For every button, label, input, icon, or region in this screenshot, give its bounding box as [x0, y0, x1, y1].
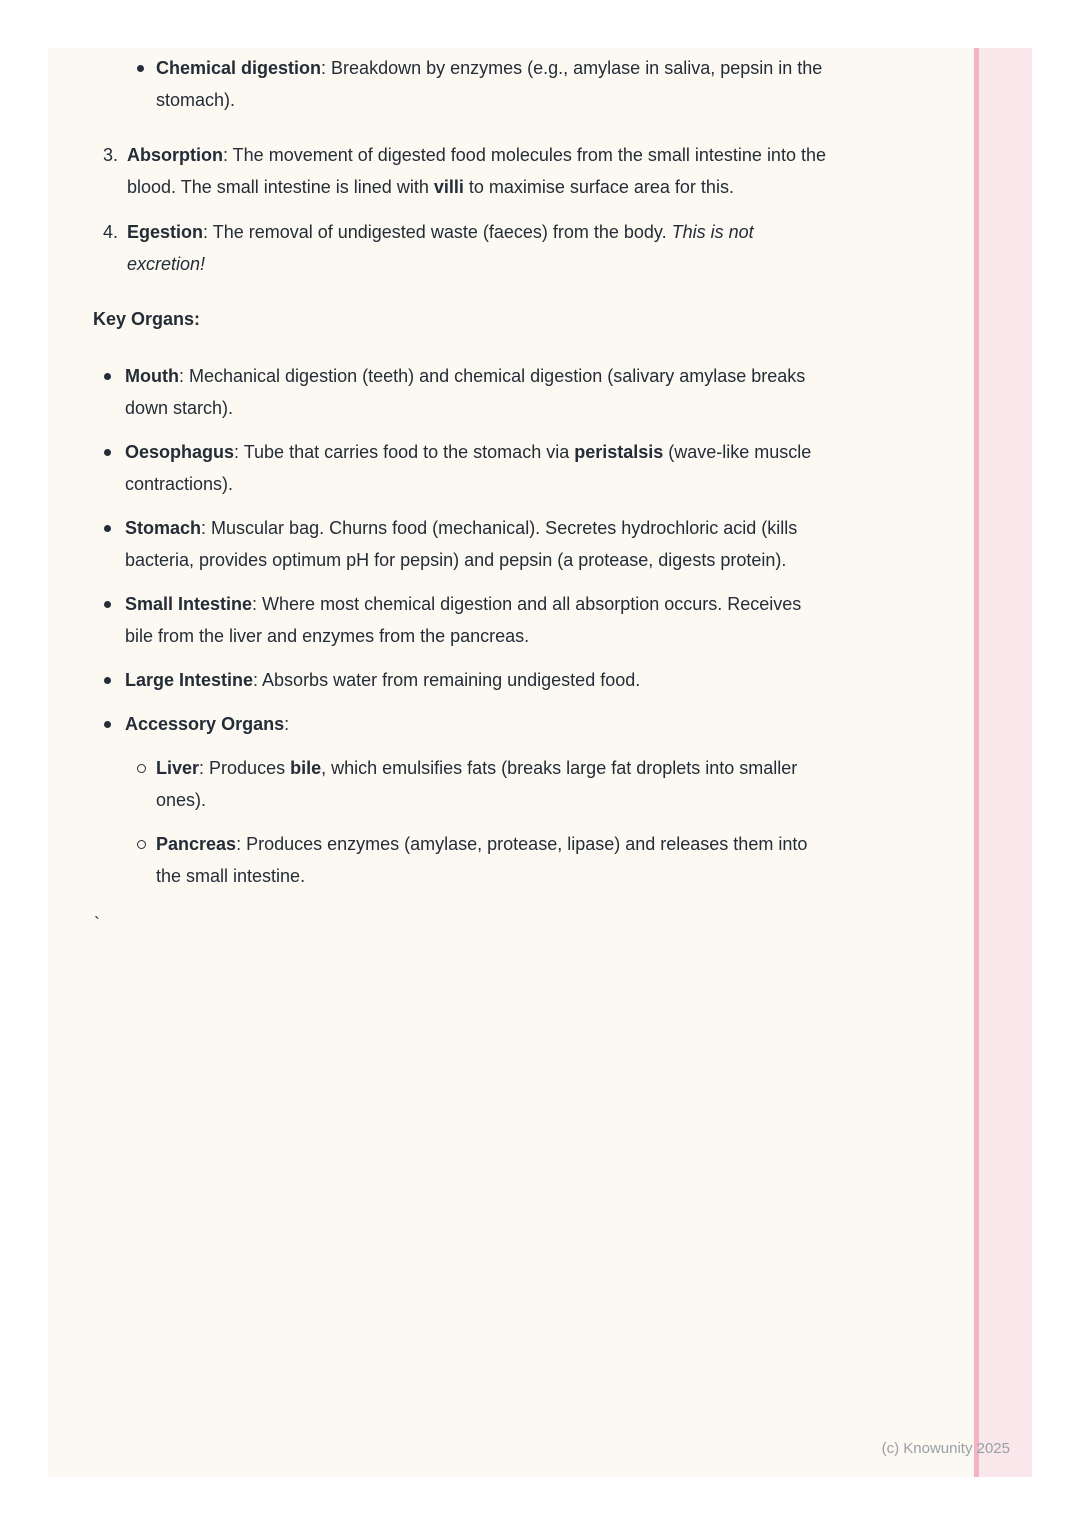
text-segment: : Produces [199, 758, 291, 778]
bullet-icon [104, 664, 125, 696]
organ-item [48, 512, 1032, 576]
text-segment: villi [433, 177, 464, 197]
document-content [48, 48, 1032, 940]
list-item-text [156, 828, 816, 892]
text-segment: Chemical digestion [156, 58, 322, 78]
text-segment: Egestion [127, 222, 204, 242]
text-segment: : Mechanical digestion (teeth) and chemical digestion (salivary amylase breaks down starch). [125, 366, 806, 418]
circle-bullet-icon [137, 752, 156, 816]
text-segment: : [284, 714, 290, 734]
list-number: 4. [103, 222, 119, 242]
text-segment: bile [290, 758, 322, 778]
list-item-chemical-digestion [48, 52, 1032, 116]
list-item-text [127, 139, 827, 203]
text-segment: , which emulsifies fats (breaks large fat droplets into smaller ones). [156, 758, 798, 810]
organ-item [48, 708, 1032, 892]
numbered-list [48, 139, 1032, 280]
list-item-text [156, 752, 816, 816]
list-item [48, 664, 1032, 696]
list-item-text [125, 436, 825, 500]
organ-item [48, 588, 1032, 652]
text-segment: : Absorbs water from remaining undigested food. [253, 670, 641, 690]
text-segment: : Tube that carries food to the stomach via [234, 442, 575, 462]
text-segment: Pancreas [156, 834, 237, 854]
text-segment: Oesophagus [125, 442, 235, 462]
text-segment: Mouth [125, 366, 179, 386]
list-item-text [125, 588, 825, 652]
list-item-text [127, 216, 827, 280]
text-segment: Accessory Organs [125, 714, 285, 734]
nested-list [48, 752, 1032, 892]
bullet-icon [104, 588, 125, 652]
text-segment: : The movement of digested food molecules from the small intestine into the blood. The small intestine is lined with [127, 145, 826, 197]
text-segment: to maximise surface area for this. [463, 177, 734, 197]
list-item [48, 360, 1032, 424]
organs-list [48, 360, 1032, 892]
list-item-text [156, 52, 836, 116]
list-number: 3. [103, 145, 119, 165]
list-item-4 [48, 216, 1032, 280]
list-item [48, 588, 1032, 652]
organ-item [48, 664, 1032, 696]
text-segment: Absorption [127, 145, 223, 165]
organ-item [48, 360, 1032, 424]
text-segment: Stomach [125, 518, 202, 538]
list-item-text [125, 360, 825, 424]
stray-mark: ` [94, 914, 100, 934]
watermark: (c) Knowunity 2025 [881, 1440, 1010, 1457]
bullet-icon [104, 436, 125, 500]
text-segment: Liver [156, 758, 200, 778]
list-item [48, 436, 1032, 500]
text-segment: : Where most chemical digestion and all absorption occurs. Receives bile from the liver and enzymes from the pancreas. [125, 594, 802, 646]
bullet-icon [104, 360, 125, 424]
text-segment: Large Intestine [125, 670, 254, 690]
list-item-text [125, 708, 825, 740]
list-item [48, 752, 1032, 816]
document-page [48, 48, 1032, 1477]
list-item [48, 828, 1032, 892]
text-segment: : Muscular bag. Churns food (mechanical). Secretes hydrochloric acid (kills bacteria, provides optimum pH for pepsin) and pepsin (a protease, digests protein). [125, 518, 798, 570]
text-segment: This is not excretion! [127, 222, 754, 274]
text-segment: peristalsis [574, 442, 664, 462]
list-item [48, 512, 1032, 576]
section-heading: Key Organs: [93, 309, 201, 329]
bullet-icon [137, 52, 156, 116]
text-segment: (wave-like muscle contractions). [125, 442, 812, 494]
list-item [48, 708, 1032, 740]
text-segment: Small Intestine [125, 594, 253, 614]
list-item-text [125, 512, 825, 576]
text-segment: : The removal of undigested waste (faeces) from the body. [203, 222, 672, 242]
list-item-text [125, 664, 825, 696]
organ-item [48, 436, 1032, 500]
list-item-3 [48, 139, 1032, 203]
circle-bullet-icon [137, 828, 156, 892]
bullet-icon [104, 708, 125, 740]
bullet-icon [104, 512, 125, 576]
text-segment: : Breakdown by enzymes (e.g., amylase in saliva, pepsin in the stomach). [156, 58, 823, 110]
text-segment: : Produces enzymes (amylase, protease, lipase) and releases them into the small intestine. [156, 834, 808, 886]
